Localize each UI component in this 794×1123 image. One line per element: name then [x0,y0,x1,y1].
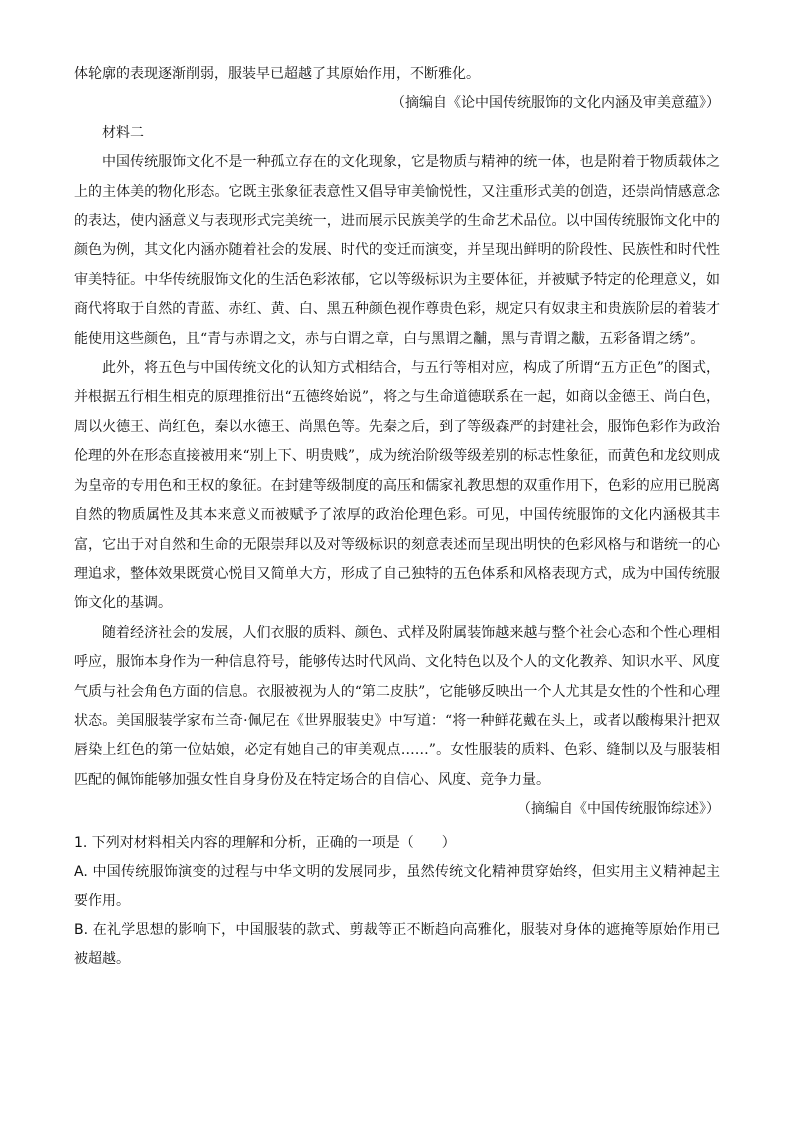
material1-tail-text: 体轮廓的表现逐渐削弱，服装早已超越了其原始作用，不断雅化。 [74,66,480,82]
question-option-b: B. 在礼学思想的影响下，中国服装的款式、剪裁等正不断趋向高雅化，服装对身体的遮掩等原始作用已被超越。 [74,921,720,967]
question-stem: 1. 下列对材料相关内容的理解和分析，正确的一项是（ ） [74,834,456,851]
material2-paragraph-2: 此外，将五色与中国传统文化的认知方式相结合，与五行等相对应，构成了所谓“五方正色”的图式，并根据五行相生相克的原理推衍出“五德终始说”，将之与生命道德联系在一起，如商以金德王、尚白色，周以火德王、尚红色，秦以水德王、尚黑色等。先秦之后，到了等级森严的封建社会，服饰色彩作为政治伦理的外在形态直接被用来“别上下、明贵贱”，成为统治阶级等级差别的标志性象征，而黄色和龙纹则成为皇帝的专用色和王权的象征。在封建等级制度的高压和儒家礼教思想的双重作用下，色彩的应用已脱离自然的物质属性及其本来意义而被赋予了浓厚的政治伦理色彩。可见，中国传统服饰的文化内涵极其丰富，它出于对自然和生命的无限崇拜以及对等级标识的刻意表述而呈现出明快的色彩风格与和谐统一的心理追求，整体效果既赏心悦目又简单大方，形成了自己独特的五色体系和风格表现方式，成为中国传统服饰文化的基调。 [74,360,720,612]
document-page [74,60,720,974]
question-option-a: A. 中国传统服饰演变的过程与中华文明的发展同步，虽然传统文化精神贯穿始终，但实用主义精神起主要作用。 [74,863,720,909]
material1-source: （摘编自《论中国传统服饰的文化内涵及审美意蕴》） [391,95,720,112]
material2-paragraph-3: 随着经济社会的发展，人们衣服的质料、颜色、式样及附属装饰越来越与整个社会心态和个性心理相呼应，服饰本身作为一种信息符号，能够传达时代风尚、文化特色以及个人的文化教养、知识水平、风度气质与社会角色方面的信息。衣服被视为人的“第二皮肤”，它能够反映出一个人尤其是女性的个性和心理状态。美国服装学家布兰奇·佩尼在《世界服装史》中写道：“将一种鲜花戴在头上，或者以酸梅果汁把双唇染上红色的第一位姑娘，必定有她自己的审美观点……”。女性服装的质料、色彩、缝制以及与服装相匹配的佩饰能够加强女性自身身份及在特定场合的自信心、风度、竞争力量。 [74,624,720,788]
material2-heading: 材料二 [102,124,144,141]
material2-paragraph-1: 中国传统服饰文化不是一种孤立存在的文化现象，它是物质与精神的统一体，也是附着于物质载体之上的主体美的物化形态。它既主张象征表意性又倡导审美愉悦性，又注重形式美的创造，还崇尚情感意念的表达，使内涵意义与表现形式完美统一，进而展示民族美学的生命艺术品位。以中国传统服饰文化中的颜色为例，其文化内涵亦随着社会的发展、时代的变迁而演变，并呈现出鲜明的阶段性、民族性和时代性审美特征。中华传统服饰文化的生活色彩浓郁，它以等级标识为主要体征，并被赋予特定的伦理意义，如商代将取于自然的青蓝、赤红、黄、白、黑五种颜色视作尊贵色彩，规定只有奴隶主和贵族阶层的着装才能使用这些颜色，且“青与赤谓之文，赤与白谓之章，白与黑谓之黼，黑与青谓之黻，五彩备谓之绣”。 [74,154,720,347]
material2-source: （摘编自《中国传统服饰综述》） [517,801,720,818]
question-block [74,829,720,974]
